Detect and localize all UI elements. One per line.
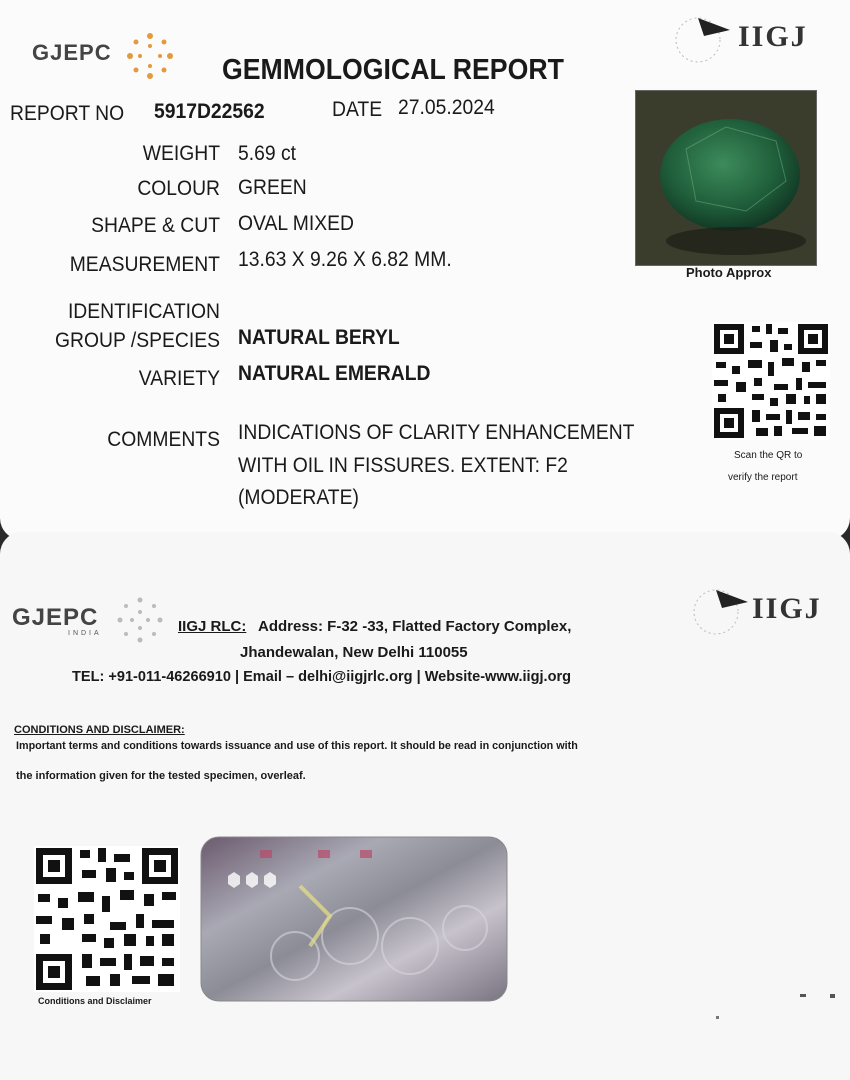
iigj-emblem-icon [668, 10, 738, 70]
mark-dot [716, 1016, 719, 1019]
qr-caption-2: verify the report [728, 472, 798, 483]
conditions-line-1: Important terms and conditions towards issuance and use of this report. It should be read in conjunction with [16, 740, 578, 752]
comments-line-1: INDICATIONS OF CLARITY ENHANCEMENT [238, 421, 635, 444]
gem-photo [635, 90, 817, 266]
comments-line-2: WITH OIL IN FISSURES. EXTENT: F2 [238, 454, 568, 477]
comments-label: COMMENTS [107, 428, 220, 451]
qr-code-verify[interactable] [712, 322, 830, 440]
variety-value: NATURAL EMERALD [238, 362, 431, 385]
iigj-logo: IIGJ [738, 20, 808, 53]
hologram-seal-icon [200, 836, 508, 1002]
contact-line: TEL: +91-011-46266910 | Email – delhi@iigjrlc.org | Website-www.iigj.org [72, 668, 572, 685]
address-label: IIGJ RLC: [178, 618, 247, 635]
variety-label: VARIETY [138, 367, 220, 390]
measurement-value: 13.63 X 9.26 X 6.82 MM. [238, 248, 452, 271]
identification-label: IDENTIFICATION [67, 300, 220, 323]
address-line-2: Jhandewalan, New Delhi 110055 [240, 644, 468, 661]
conditions-line-2: the information given for the tested specimen, overleaf. [16, 770, 306, 782]
weight-value: 5.69 ct [238, 142, 297, 165]
gjepc-burst-icon [124, 30, 176, 82]
qr-caption-1: Scan the QR to [734, 450, 803, 461]
report-back-card [0, 532, 850, 1080]
back-iigj-emblem-icon [686, 580, 756, 640]
comments-line-3: (MODERATE) [238, 486, 359, 509]
address-line-1: Address: F-32 -33, Flatted Factory Complex, [258, 618, 572, 635]
back-gjepc-burst-icon [114, 594, 166, 646]
back-iigj-logo: IIGJ [752, 592, 822, 625]
mark-dot [830, 994, 835, 998]
gjepc-logo: GJEPC [32, 40, 112, 65]
back-qr-caption: Conditions and Disclaimer [38, 996, 152, 1006]
mark-dot [800, 994, 806, 997]
back-gjepc-sub: INDIA [68, 630, 102, 637]
date-value: 27.05.2024 [398, 96, 495, 119]
group-species-value: NATURAL BERYL [238, 326, 400, 349]
emerald-image-icon [636, 91, 816, 265]
weight-label: WEIGHT [142, 142, 220, 165]
shape-cut-value: OVAL MIXED [238, 212, 354, 235]
report-no-label: REPORT NO [10, 102, 125, 125]
date-label: DATE [332, 98, 383, 121]
report-no-value: 5917D22562 [154, 100, 265, 123]
conditions-heading: CONDITIONS AND DISCLAIMER: [14, 724, 185, 736]
measurement-label: MEASUREMENT [69, 253, 220, 276]
photo-caption: Photo Approx [686, 265, 772, 280]
back-gjepc-logo: GJEPC [12, 604, 99, 631]
report-title: GEMMOLOGICAL REPORT [222, 54, 564, 86]
qr-code-conditions[interactable] [34, 846, 180, 992]
group-species-label: GROUP /SPECIES [55, 329, 221, 352]
shape-cut-label: SHAPE & CUT [91, 214, 221, 237]
colour-label: COLOUR [137, 177, 220, 200]
colour-value: GREEN [238, 176, 307, 199]
